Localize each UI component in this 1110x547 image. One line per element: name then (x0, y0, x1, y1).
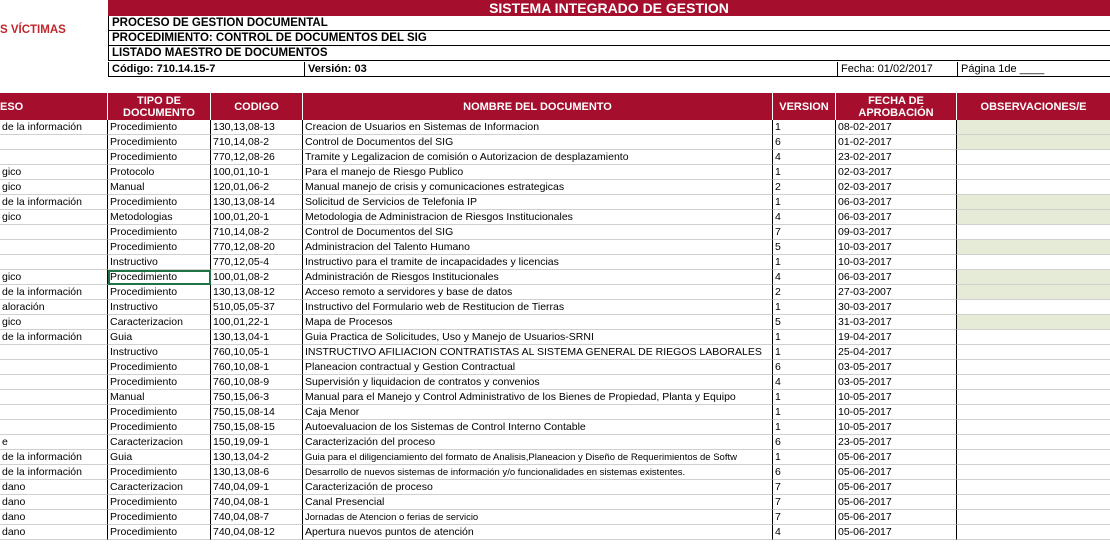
cell-observaciones[interactable] (957, 255, 1110, 270)
cell-version[interactable]: 6 (773, 465, 836, 480)
cell-proceso[interactable]: dano (0, 495, 108, 510)
cell-version[interactable]: 6 (773, 135, 836, 150)
document-date: Fecha: 01/02/2017 (841, 63, 933, 75)
cell-fecha[interactable]: 05-06-2017 (836, 510, 957, 525)
cell-observaciones[interactable] (957, 435, 1110, 450)
cell-nombre[interactable]: Caracterización de proceso (303, 480, 773, 495)
cell-nombre[interactable]: Jornadas de Atencion o ferias de servicio (303, 510, 773, 525)
cell-proceso[interactable]: de la información (0, 195, 108, 210)
col-header-observaciones[interactable]: OBSERVACIONES/E (957, 93, 1110, 120)
cell-observaciones[interactable] (957, 120, 1110, 135)
cell-observaciones[interactable] (957, 375, 1110, 390)
cell-tipo[interactable]: Procedimiento (108, 525, 211, 540)
cell-observaciones[interactable] (957, 180, 1110, 195)
cell-codigo[interactable]: 770,12,05-4 (211, 255, 303, 270)
cell-proceso[interactable]: de la información (0, 330, 108, 345)
cell-version[interactable]: 1 (773, 345, 836, 360)
cell-version[interactable]: 1 (773, 420, 836, 435)
cell-version[interactable]: 7 (773, 495, 836, 510)
cell-codigo[interactable]: 760,10,08-9 (211, 375, 303, 390)
document-code: Código: 710.14.15-7 (112, 63, 216, 75)
cell-tipo[interactable]: Procedimiento (108, 465, 211, 480)
cell-observaciones[interactable] (957, 165, 1110, 180)
cell-version[interactable]: 1 (773, 255, 836, 270)
cell-tipo[interactable]: Protocolo (108, 165, 211, 180)
table-row (0, 315, 1110, 330)
cell-codigo[interactable]: 120,01,06-2 (211, 180, 303, 195)
cell-proceso[interactable]: de la información (0, 450, 108, 465)
cell-nombre[interactable]: Administracion del Talento Humano (303, 240, 773, 255)
table-row (0, 180, 1110, 195)
cell-tipo[interactable]: Procedimiento (108, 360, 211, 375)
col-header-tipo[interactable]: TIPO DE DOCUMENTO (108, 93, 211, 120)
cell-proceso[interactable] (0, 150, 108, 165)
cell-version[interactable]: 1 (773, 195, 836, 210)
cell-tipo[interactable]: Instructivo (108, 255, 211, 270)
cell-fecha[interactable]: 06-03-2017 (836, 195, 957, 210)
cell-proceso[interactable]: gico (0, 210, 108, 225)
cell-tipo[interactable]: Procedimiento (108, 495, 211, 510)
cell-codigo[interactable]: 750,15,06-3 (211, 390, 303, 405)
cell-observaciones[interactable] (957, 360, 1110, 375)
cell-observaciones[interactable] (957, 270, 1110, 285)
cell-tipo[interactable]: Caracterizacion (108, 480, 211, 495)
cell-proceso[interactable]: e (0, 435, 108, 450)
cell-version[interactable]: 4 (773, 270, 836, 285)
cell-nombre[interactable]: Tramite y Legalizacion de comisión o Autorizacion de desplazamiento (303, 150, 773, 165)
cell-proceso[interactable] (0, 360, 108, 375)
cell-nombre[interactable]: Instructivo del Formulario web de Restitucion de Tierras (303, 300, 773, 315)
table-row (0, 270, 1110, 285)
cell-observaciones[interactable] (957, 510, 1110, 525)
cell-version[interactable]: 2 (773, 285, 836, 300)
cell-codigo[interactable]: 130,13,08-13 (211, 120, 303, 135)
cell-version[interactable]: 5 (773, 315, 836, 330)
cell-codigo[interactable]: 740,04,09-1 (211, 480, 303, 495)
cell-observaciones[interactable] (957, 315, 1110, 330)
cell-codigo[interactable]: 510,05,05-37 (211, 300, 303, 315)
cell-codigo[interactable]: 760,10,05-1 (211, 345, 303, 360)
cell-fecha[interactable]: 19-04-2017 (836, 330, 957, 345)
cell-version[interactable]: 1 (773, 405, 836, 420)
col-header-proceso[interactable]: ESO (0, 93, 108, 120)
cell-version[interactable]: 4 (773, 210, 836, 225)
cell-codigo[interactable]: 740,04,08-7 (211, 510, 303, 525)
cell-tipo[interactable]: Manual (108, 180, 211, 195)
cell-codigo[interactable]: 710,14,08-2 (211, 225, 303, 240)
cell-proceso[interactable] (0, 345, 108, 360)
cell-fecha[interactable]: 05-06-2017 (836, 465, 957, 480)
cell-fecha[interactable]: 10-05-2017 (836, 405, 957, 420)
cell-version[interactable]: 7 (773, 480, 836, 495)
procedimiento-heading: PROCEDIMIENTO: CONTROL DE DOCUMENTOS DEL SIG (108, 31, 1110, 46)
cell-proceso[interactable] (0, 135, 108, 150)
cell-fecha[interactable]: 09-03-2017 (836, 225, 957, 240)
cell-fecha[interactable]: 03-05-2017 (836, 360, 957, 375)
cell-fecha[interactable]: 02-03-2017 (836, 165, 957, 180)
cell-version[interactable]: 5 (773, 240, 836, 255)
cell-tipo[interactable]: Manual (108, 390, 211, 405)
cell-proceso[interactable]: gico (0, 180, 108, 195)
cell-proceso[interactable]: gico (0, 270, 108, 285)
table-row (0, 135, 1110, 150)
cell-observaciones[interactable] (957, 390, 1110, 405)
cell-proceso[interactable]: gico (0, 315, 108, 330)
cell-fecha[interactable]: 23-02-2017 (836, 150, 957, 165)
cell-fecha[interactable]: 10-05-2017 (836, 420, 957, 435)
cell-nombre[interactable]: Supervisión y liquidacion de contratos y convenios (303, 375, 773, 390)
cell-observaciones[interactable] (957, 420, 1110, 435)
cell-nombre[interactable]: Solicitud de Servicios de Telefonia IP (303, 195, 773, 210)
cell-tipo[interactable]: Procedimiento (108, 420, 211, 435)
col-header-fecha[interactable]: FECHA DE APROBACIÓN (836, 93, 957, 120)
cell-tipo[interactable]: Metodologias (108, 210, 211, 225)
table-row (0, 360, 1110, 375)
listado-heading: LISTADO MAESTRO DE DOCUMENTOS (108, 46, 1110, 61)
cell-version[interactable]: 1 (773, 165, 836, 180)
cell-proceso[interactable]: gico (0, 165, 108, 180)
cell-fecha[interactable]: 03-05-2017 (836, 375, 957, 390)
cell-fecha[interactable]: 05-06-2017 (836, 450, 957, 465)
col-header-nombre[interactable]: NOMBRE DEL DOCUMENTO (303, 93, 773, 120)
cell-observaciones[interactable] (957, 150, 1110, 165)
cell-version[interactable]: 1 (773, 300, 836, 315)
cell-fecha[interactable]: 31-03-2017 (836, 315, 957, 330)
cell-nombre[interactable]: Mapa de Procesos (303, 315, 773, 330)
cell-observaciones[interactable] (957, 285, 1110, 300)
document-version: Versión: 03 (308, 63, 367, 75)
cell-tipo[interactable]: Procedimiento (108, 510, 211, 525)
cell-tipo[interactable]: Caracterizacion (108, 435, 211, 450)
cell-tipo[interactable]: Instructivo (108, 345, 211, 360)
cell-codigo[interactable]: 150,19,09-1 (211, 435, 303, 450)
table-row (0, 255, 1110, 270)
cell-tipo[interactable]: Instructivo (108, 300, 211, 315)
table-row (0, 300, 1110, 315)
cell-codigo[interactable]: 710,14,08-2 (211, 135, 303, 150)
cell-nombre[interactable]: Control de Documentos del SIG (303, 135, 773, 150)
cell-fecha[interactable]: 10-03-2017 (836, 240, 957, 255)
cell-codigo[interactable]: 130,13,08-14 (211, 195, 303, 210)
table-row (0, 375, 1110, 390)
cell-fecha[interactable]: 10-05-2017 (836, 390, 957, 405)
cell-observaciones[interactable] (957, 345, 1110, 360)
table-row (0, 225, 1110, 240)
cell-codigo[interactable]: 760,10,08-1 (211, 360, 303, 375)
sheet-title-banner: SISTEMA INTEGRADO DE GESTION (108, 0, 1110, 16)
cell-tipo[interactable]: Procedimiento (108, 150, 211, 165)
cell-nombre[interactable]: Creacion de Usuarios en Sistemas de Informacion (303, 120, 773, 135)
cell-nombre[interactable]: Desarrollo de nuevos sistemas de información y/o funcionalidades en sistemas existentes. (303, 465, 773, 480)
cell-nombre[interactable]: Instructivo para el tramite de incapacidades y licencias (303, 255, 773, 270)
cell-proceso[interactable] (0, 420, 108, 435)
cell-fecha[interactable]: 10-03-2017 (836, 255, 957, 270)
cell-tipo[interactable]: Caracterizacion (108, 315, 211, 330)
cell-observaciones[interactable] (957, 195, 1110, 210)
cell-nombre[interactable]: INSTRUCTIVO AFILIACION CONTRATISTAS AL SISTEMA GENERAL DE RIEGOS LABORALES (303, 345, 773, 360)
cell-nombre[interactable]: Administración de Riesgos Institucionales (303, 270, 773, 285)
cell-version[interactable]: 1 (773, 450, 836, 465)
cell-codigo[interactable]: 100,01,08-2 (211, 270, 303, 285)
cell-proceso[interactable] (0, 255, 108, 270)
cell-tipo[interactable]: Guia (108, 450, 211, 465)
table-row (0, 345, 1110, 360)
cell-fecha[interactable]: 01-02-2017 (836, 135, 957, 150)
cell-version[interactable]: 6 (773, 360, 836, 375)
cell-codigo[interactable]: 100,01,10-1 (211, 165, 303, 180)
cell-codigo[interactable]: 770,12,08-20 (211, 240, 303, 255)
cell-observaciones[interactable] (957, 240, 1110, 255)
table-row (0, 480, 1110, 495)
cell-nombre[interactable]: Metodologia de Administracion de Riesgos Institucionales (303, 210, 773, 225)
cell-fecha[interactable]: 27-03-2007 (836, 285, 957, 300)
cell-codigo[interactable]: 130,13,08-12 (211, 285, 303, 300)
col-header-version[interactable]: VERSION (773, 93, 836, 120)
cell-observaciones[interactable] (957, 465, 1110, 480)
cell-proceso[interactable]: de la información (0, 465, 108, 480)
table-row (0, 210, 1110, 225)
cell-proceso[interactable]: dano (0, 480, 108, 495)
cell-nombre[interactable]: Guia Practica de Solicitudes, Uso y Manejo de Usuarios-SRNI (303, 330, 773, 345)
cell-codigo[interactable]: 740,04,08-1 (211, 495, 303, 510)
cell-codigo[interactable]: 750,15,08-15 (211, 420, 303, 435)
cell-proceso[interactable]: dano (0, 525, 108, 540)
cell-tipo[interactable]: Procedimiento (108, 375, 211, 390)
page-number: Página 1de ____ (961, 63, 1045, 75)
cell-version[interactable]: 6 (773, 435, 836, 450)
col-header-codigo[interactable]: CODIGO (211, 93, 303, 120)
entity-logo (0, 0, 108, 77)
cell-proceso[interactable]: aloración (0, 300, 108, 315)
cell-version[interactable]: 4 (773, 525, 836, 540)
cell-nombre[interactable]: Acceso remoto a servidores y base de datos (303, 285, 773, 300)
table-row (0, 525, 1110, 540)
cell-codigo[interactable]: 750,15,08-14 (211, 405, 303, 420)
cell-version[interactable]: 4 (773, 150, 836, 165)
cell-fecha[interactable]: 05-06-2017 (836, 480, 957, 495)
cell-proceso[interactable]: de la información (0, 285, 108, 300)
cell-observaciones[interactable] (957, 225, 1110, 240)
cell-observaciones[interactable] (957, 525, 1110, 540)
document-meta-row (108, 62, 1110, 77)
cell-nombre[interactable]: Manual para el Manejo y Control Administrativo de los Bienes de Propiedad, Planta y Equipo (303, 390, 773, 405)
cell-nombre[interactable]: Para el manejo de Riesgo Publico (303, 165, 773, 180)
cell-codigo[interactable]: 130,13,04-2 (211, 450, 303, 465)
cell-version[interactable]: 4 (773, 375, 836, 390)
cell-observaciones[interactable] (957, 135, 1110, 150)
cell-proceso[interactable]: de la información (0, 120, 108, 135)
table-row (0, 150, 1110, 165)
cell-nombre[interactable]: Guia para el diligenciamiento del formato de Analisis,Planeacion y Diseño de Requerimientos de Softw (303, 450, 773, 465)
cell-observaciones[interactable] (957, 405, 1110, 420)
table-row (0, 330, 1110, 345)
cell-tipo[interactable]: Procedimiento (108, 135, 211, 150)
cell-codigo[interactable]: 130,13,08-6 (211, 465, 303, 480)
cell-nombre[interactable]: Canal Presencial (303, 495, 773, 510)
cell-tipo[interactable]: Procedimiento (108, 240, 211, 255)
table-row (0, 405, 1110, 420)
cell-fecha[interactable]: 08-02-2017 (836, 120, 957, 135)
cell-fecha[interactable]: 23-05-2017 (836, 435, 957, 450)
table-row (0, 120, 1110, 135)
table-row (0, 435, 1110, 450)
cell-codigo[interactable]: 100,01,20-1 (211, 210, 303, 225)
cell-fecha[interactable]: 02-03-2017 (836, 180, 957, 195)
cell-tipo[interactable]: Procedimiento (108, 270, 211, 285)
table-row (0, 390, 1110, 405)
cell-codigo[interactable]: 100,01,22-1 (211, 315, 303, 330)
cell-fecha[interactable]: 05-06-2017 (836, 495, 957, 510)
cell-proceso[interactable] (0, 405, 108, 420)
table-row (0, 450, 1110, 465)
table-row (0, 510, 1110, 525)
cell-nombre[interactable]: Planeacion contractual y Gestion Contractual (303, 360, 773, 375)
cell-observaciones[interactable] (957, 210, 1110, 225)
cell-proceso[interactable] (0, 390, 108, 405)
cell-observaciones[interactable] (957, 495, 1110, 510)
cell-fecha[interactable]: 06-03-2017 (836, 210, 957, 225)
cell-observaciones[interactable] (957, 450, 1110, 465)
cell-nombre[interactable]: Caja Menor (303, 405, 773, 420)
cell-fecha[interactable]: 06-03-2017 (836, 270, 957, 285)
cell-version[interactable]: 7 (773, 510, 836, 525)
table-row (0, 195, 1110, 210)
cell-fecha[interactable]: 25-04-2017 (836, 345, 957, 360)
cell-tipo[interactable]: Guia (108, 330, 211, 345)
cell-codigo[interactable]: 130,13,04-1 (211, 330, 303, 345)
table-row (0, 465, 1110, 480)
proceso-heading: PROCESO DE GESTION DOCUMENTAL (108, 16, 1110, 31)
cell-nombre[interactable]: Caracterización del proceso (303, 435, 773, 450)
cell-fecha[interactable]: 30-03-2017 (836, 300, 957, 315)
cell-fecha[interactable]: 05-06-2017 (836, 525, 957, 540)
cell-nombre[interactable]: Control de Documentos del SIG (303, 225, 773, 240)
cell-version[interactable]: 1 (773, 120, 836, 135)
cell-tipo[interactable]: Procedimiento (108, 285, 211, 300)
table-row (0, 420, 1110, 435)
cell-nombre[interactable]: Autoevaluacion de los Sistemas de Control Interno Contable (303, 420, 773, 435)
cell-version[interactable]: 1 (773, 330, 836, 345)
table-row (0, 240, 1110, 255)
cell-proceso[interactable] (0, 225, 108, 240)
cell-nombre[interactable]: Apertura nuevos puntos de atención (303, 525, 773, 540)
cell-observaciones[interactable] (957, 300, 1110, 315)
cell-proceso[interactable] (0, 375, 108, 390)
table-row (0, 285, 1110, 300)
cell-codigo[interactable]: 740,04,08-12 (211, 525, 303, 540)
cell-nombre[interactable]: Manual manejo de crisis y comunicaciones estrategicas (303, 180, 773, 195)
cell-codigo[interactable]: 770,12,08-26 (211, 150, 303, 165)
cell-tipo[interactable]: Procedimiento (108, 225, 211, 240)
cell-version[interactable]: 7 (773, 225, 836, 240)
table-row (0, 165, 1110, 180)
cell-tipo[interactable]: Procedimiento (108, 195, 211, 210)
cell-tipo[interactable]: Procedimiento (108, 405, 211, 420)
cell-proceso[interactable]: dano (0, 510, 108, 525)
cell-proceso[interactable] (0, 240, 108, 255)
logo-text: S VÍCTIMAS (0, 24, 66, 36)
cell-version[interactable]: 2 (773, 180, 836, 195)
cell-observaciones[interactable] (957, 330, 1110, 345)
cell-tipo[interactable]: Procedimiento (108, 120, 211, 135)
table-row (0, 495, 1110, 510)
cell-observaciones[interactable] (957, 480, 1110, 495)
cell-version[interactable]: 1 (773, 390, 836, 405)
